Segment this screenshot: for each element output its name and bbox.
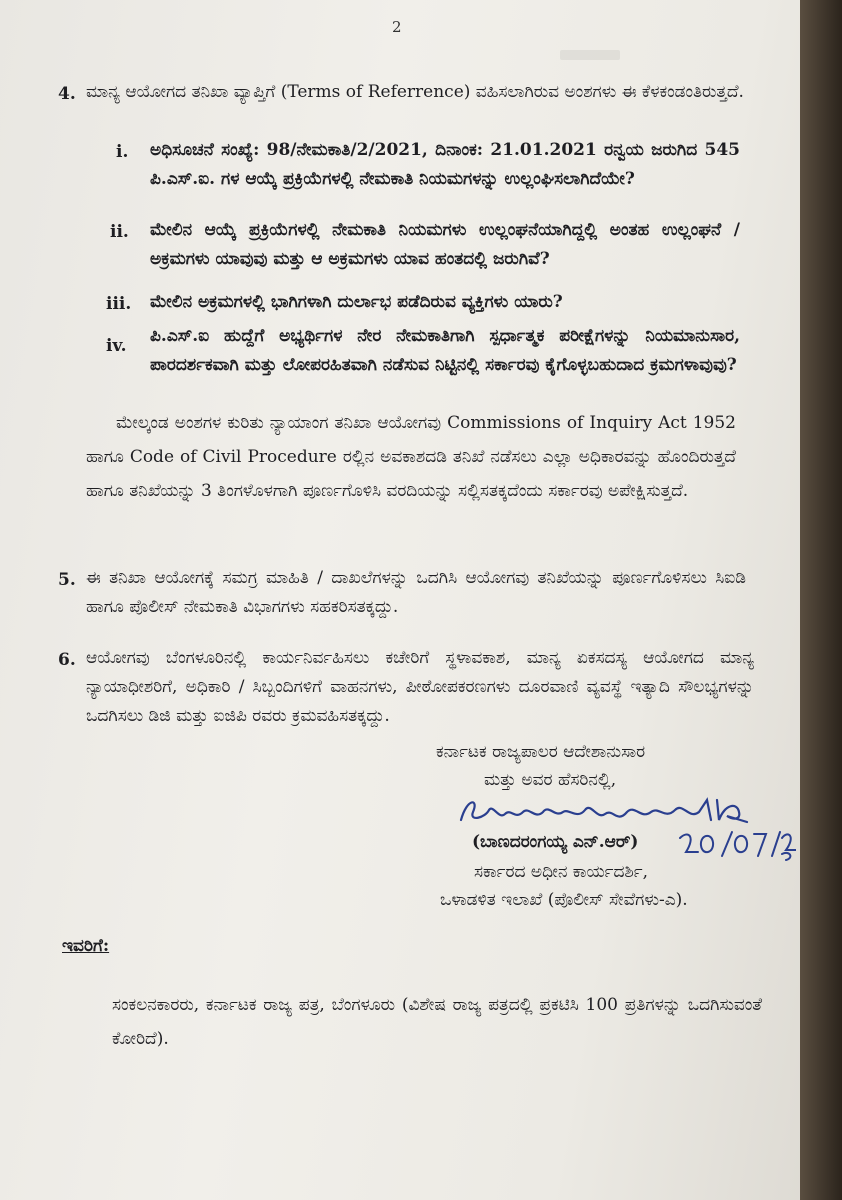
subitem-label-i: i. (116, 142, 129, 162)
item-4-closing: ಮೇಲ್ಕಂಡ ಅಂಶಗಳ ಕುರಿತು ನ್ಯಾಯಾಂಗ ತನಿಖಾ ಆಯೋಗವು Commissions of Inquiry Act 1952 ಹಾಗೂ Code of Civil Procedure ರಲ್ಲಿನ ಅವಕಾಶದಡಿ ತನಿಖೆ ನಡೆಸಲು ಎಲ್ಲಾ ಅಧಿಕಾರವನ್ನು ಹೊಂದಿರುತ್ತದೆ ಹಾಗೂ ತನಿಖೆಯನ್ನು 3 ತಿಂಗಳೊಳಗಾಗಿ ಪೂರ್ಣಗೊಳಿಸಿ ವರದಿಯನ್ನು ಸಲ್ಲಿಸತಕ್ಕದೆಂದು ಸರ್ಕಾರವು ಅಪೇಕ್ಷಿಸುತ್ತದೆ. (86, 413, 736, 501)
signatory-name: (ಬಾಣದರಂಗಯ್ಯ ಎನ್.ಆರ್) (472, 832, 639, 852)
to-recipient: ಸಂಕಲನಕಾರರು, ಕರ್ನಾಟಕ ರಾಜ್ಯ ಪತ್ರ, ಬೆಂಗಳೂರು (ವಿಶೇಷ ರಾಜ್ಯ ಪತ್ರದಲ್ಲಿ ಪ್ರಕಟಿಸಿ 100 ಪ್ರತಿಗಳನ್ನು ಒದಗಿಸುವಂತೆ ಕೋರಿದೆ). (112, 995, 762, 1049)
item-5-number: 5. (58, 570, 76, 590)
background-edge (800, 0, 842, 1200)
signatory-designation: ಸರ್ಕಾರದ ಅಧೀನ ಕಾರ್ಯದರ್ಶಿ, (474, 862, 648, 882)
item-4-number: 4. (58, 84, 76, 104)
subitem-text-iii: ಮೇಲಿನ ಅಕ್ರಮಗಳಲ್ಲಿ ಭಾಗಿಗಳಾಗಿ ದುರ್ಲಾಭ ಪಡೆದಿರುವ ವ್ಯಕ್ತಿಗಳು ಯಾರು? (150, 292, 563, 312)
item-6-number: 6. (58, 650, 76, 670)
subitem-text-iv: ಪಿ.ಎಸ್.ಐ ಹುದ್ದೆಗೆ ಅಭ್ಯರ್ಥಿಗಳ ನೇರ ನೇಮಕಾತಿಗಾಗಿ ಸ್ಪರ್ಧಾತ್ಮಕ ಪರೀಕ್ಷೆಗಳನ್ನು ನಿಯಮಾನುಸಾರ, ಪಾರದರ್ಶಕವಾಗಿ ಮತ್ತು ಲೋಪರಹಿತವಾಗಿ ನಡೆಸುವ ನಿಟ್ಟಿನಲ್ಲಿ ಸರ್ಕಾರವು ಕೈಗೊಳ್ಳಬಹುದಾದ ಕ್ರಮಗಳಾವುವು? (150, 326, 740, 375)
handwritten-date (676, 828, 796, 862)
stamp-smudge (560, 50, 620, 60)
subitem-label-iii: iii. (106, 294, 132, 314)
to-heading: ಇವರಿಗೆ: (62, 936, 110, 956)
signatory-department: ಒಳಾಡಳಿತ ಇಲಾಖೆ (ಪೊಲೀಸ್ ಸೇವೆಗಳು-ಎ). (440, 890, 688, 910)
page-number: 2 (392, 18, 402, 36)
in-name-line: ಮತ್ತು ಅವರ ಹೆಸರಿನಲ್ಲಿ, (484, 770, 617, 790)
item-4-intro: ಮಾನ್ಯ ಆಯೋಗದ ತನಿಖಾ ವ್ಯಾಪ್ತಿಗೆ (Terms of Referrence) ವಹಿಸಲಾಗಿರುವ ಅಂಶಗಳು ಈ ಕೆಳಕಂಡಂತಿರುತ್ತದೆ. (86, 82, 744, 102)
by-order-line: ಕರ್ನಾಟಕ ರಾಜ್ಯಪಾಲರ ಆದೇಶಾನುಸಾರ (436, 742, 646, 762)
item-6-text: ಆಯೋಗವು ಬೆಂಗಳೂರಿನಲ್ಲಿ ಕಾರ್ಯನಿರ್ವಹಿಸಲು ಕಚೇರಿಗೆ ಸ್ಥಳಾವಕಾಶ, ಮಾನ್ಯ ಏಕಸದಸ್ಯ ಆಯೋಗದ ಮಾನ್ಯ ನ್ಯಾಯಾಧೀಶರಿಗೆ, ಅಧಿಕಾರಿ / ಸಿಬ್ಬಂದಿಗಳಿಗೆ ವಾಹನಗಳು, ಪೀಠೋಪಕರಣಗಳು ದೂರವಾಣಿ ವ್ಯವಸ್ಥೆ ಇತ್ಯಾದಿ ಸೌಲಭ್ಯಗಳನ್ನು ಒದಗಿಸಲು ಡಿಜಿ ಮತ್ತು ಐಜಿಪಿ ರವರು ಕ್ರಮವಹಿಸತಕ್ಕದ್ದು. (86, 648, 754, 726)
subitem-label-ii: ii. (110, 222, 129, 242)
subitem-label-iv: iv. (106, 336, 127, 356)
item-5-text: ಈ ತನಿಖಾ ಆಯೋಗಕ್ಕೆ ಸಮಗ್ರ ಮಾಹಿತಿ / ದಾಖಲೆಗಳನ್ನು ಒದಗಿಸಿ ಆಯೋಗವು ತನಿಖೆಯನ್ನು ಪೂರ್ಣಗೊಳಿಸಲು ಸಿಐಡಿ ಹಾಗೂ ಪೊಲೀಸ್ ನೇಮಕಾತಿ ವಿಭಾಗಗಳು ಸಹಕರಿಸತಕ್ಕದ್ದು. (86, 568, 746, 617)
subitem-text-ii: ಮೇಲಿನ ಆಯ್ಕೆ ಪ್ರಕ್ರಿಯೆಗಳಲ್ಲಿ ನೇಮಕಾತಿ ನಿಯಮಗಳು ಉಲ್ಲಂಘನೆಯಾಗಿದ್ದಲ್ಲಿ ಅಂತಹ ಉಲ್ಲಂಘನೆ / ಅಕ್ರಮಗಳು ಯಾವುವು ಮತ್ತು ಆ ಅಕ್ರಮಗಳು ಯಾವ ಹಂತದಲ್ಲಿ ಜರುಗಿವೆ? (150, 220, 740, 269)
subitem-text-i: ಅಧಿಸೂಚನೆ ಸಂಖ್ಯೆ: 98/ನೇಮಕಾತಿ/2/2021, ದಿನಾಂಕ: 21.01.2021 ರನ್ವಯ ಜರುಗಿದ 545 ಪಿ.ಎಸ್.ಐ. ಗಳ ಆಯ್ಕೆ ಪ್ರಕ್ರಿಯೆಗಳಲ್ಲಿ ನೇಮಕಾತಿ ನಿಯಮಗಳನ್ನು ಉಲ್ಲಂಘಿಸಲಾಗಿದೆಯೇ? (150, 140, 740, 189)
